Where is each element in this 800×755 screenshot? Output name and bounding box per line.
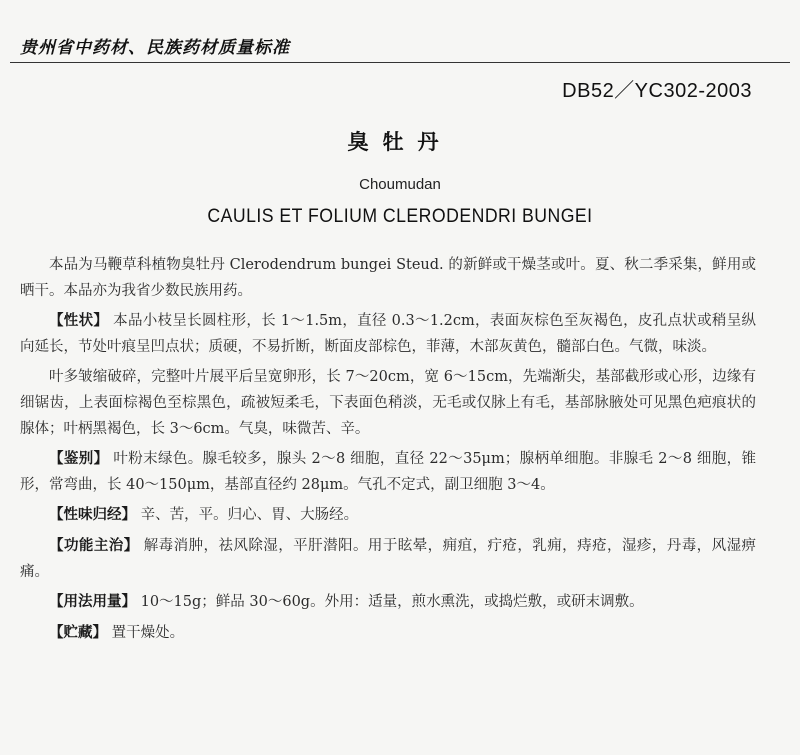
section-zhucang [20,621,756,647]
section-text: 置干燥处。 [111,624,185,641]
section-label: 【性状】 [49,313,109,330]
section-label: 【功能主治】 [49,537,139,554]
header-title: 贵州省中药材、民族药材质量标准 [20,38,290,58]
monograph-title-cn: 臭牡丹 [347,130,453,154]
header-rule [10,62,790,63]
section-gongneng [20,534,756,585]
section-text: 解毒消肿，祛风除湿，平肝潜阳。用于眩晕，痈疽，疔疮，乳痈，痔疮，湿疹，丹毒，风湿痹痛。 [20,537,757,580]
section-yongfa [20,590,756,616]
section-jianbie [20,447,756,498]
section-label: 【贮藏】 [49,624,107,641]
intro-paragraph: 本品为马鞭草科植物臭牡丹 Clerodendrum bungei Steud. 的新鲜或干燥茎或叶。夏、秋二季采集，鲜用或晒干。本品亦为我省少数民族用药。 [20,257,756,299]
section-text: 叶粉末绿色。腺毛较多，腺头 2～8 细胞，直径 22～35μm；腺柄单细胞。非腺毛 2～8 细胞，锥形，常弯曲，长 40～150μm，基部直径约 28μm。气孔不定式，副卫细胞 3～4。 [20,451,756,493]
section-label: 【鉴别】 [49,451,109,468]
section-xingzhuang-leaf: 叶多皱缩破碎，完整叶片展平后呈宽卵形，长 7～20cm，宽 6～15cm，先端渐尖，基部截形或心形，边缘有细锯齿，上表面棕褐色至棕黑色，疏被短柔毛，下表面色稍淡，无毛或仅脉上有毛，基部脉腋处可见黑色疤痕状的腺体；叶柄黑褐色，长 3～6cm。气臭，味微苦、辛。 [20,369,756,437]
section-text: 本品小枝呈长圆柱形，长 1～1.5m，直径 0.3～1.2cm，表面灰棕色至灰褐色，皮孔点状或稍呈纵向延长，节处叶痕呈凹点状；质硬，不易折断，断面皮部棕色，菲薄，木部灰黄色，髓部白色。气微，味淡。 [20,313,757,355]
monograph-title-latin: CAULIS ET FOLIUM CLERODENDRI BUNGEI [207,206,593,227]
section-text: 辛、苦，平。归心、胃、大肠经。 [140,507,359,524]
section-label: 【用法用量】 [49,594,136,611]
section-xingzhuang [20,309,756,360]
monograph-title-pinyin: Choumudan [359,176,441,193]
section-text: 10～15g；鲜品 30～60g。外用：适量，煎水熏洗，或捣烂敷，或研末调敷。 [140,594,644,611]
section-label: 【性味归经】 [49,507,136,524]
section-xingwei [20,503,756,529]
monograph-body [20,253,756,651]
standard-number: DB52／YC302-2003 [562,80,752,102]
